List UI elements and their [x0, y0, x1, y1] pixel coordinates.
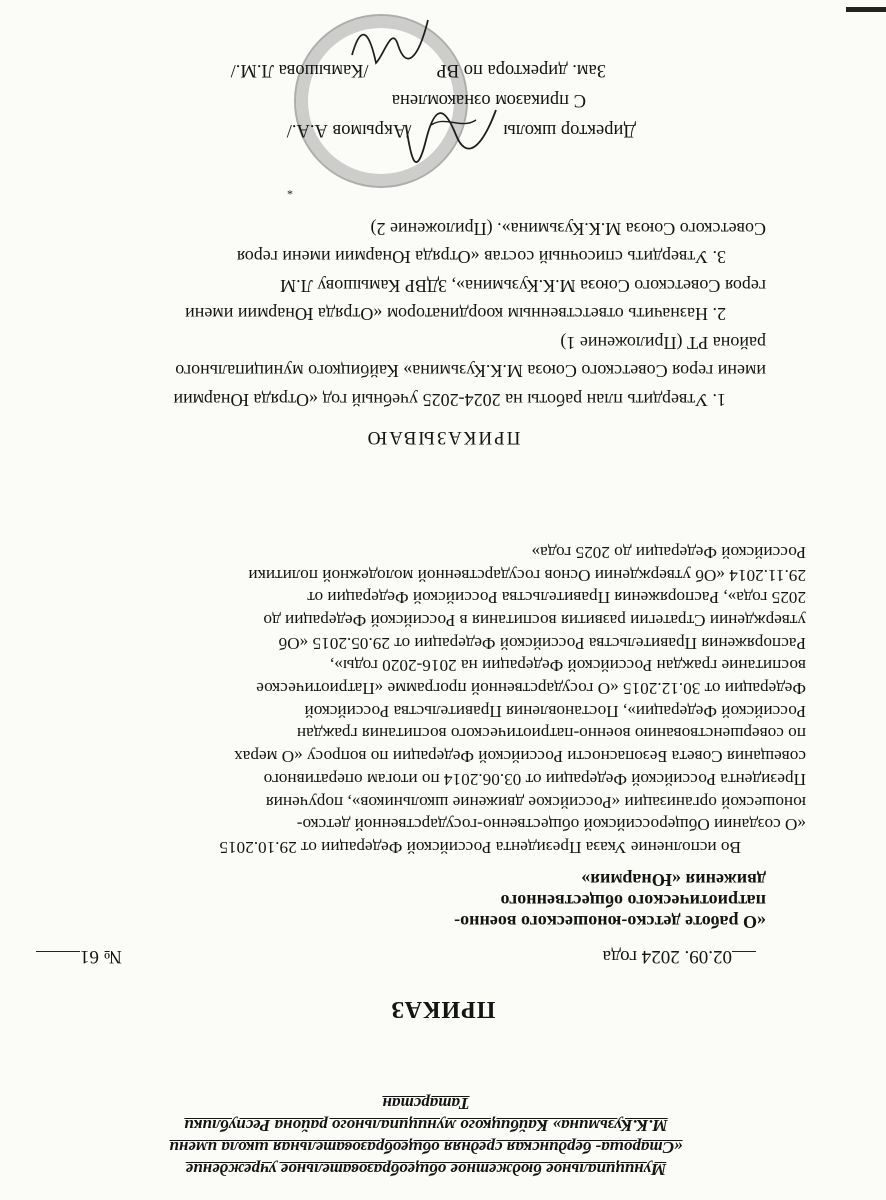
date-number-line: [36, 945, 756, 970]
header-line-3: М.К.Кузьмина» Кайбицкого муниципального района Республики: [184, 1116, 668, 1135]
number-field: [36, 945, 122, 970]
acknowledged-line: С приказом ознакомлена: [391, 90, 586, 110]
body-line: Российской Федерации», Постановления Правительства Российской: [304, 701, 806, 721]
item-1-line-3: района РТ (Приложение 1): [560, 333, 766, 353]
subject-line-1: «О работе детско-юношеского военно-: [454, 912, 766, 932]
body-line: Федерации от 30.12.2015 «О государственной программе «Патриотическое: [256, 679, 806, 699]
subject-line-2: патриотического общественного: [500, 891, 766, 911]
order-number: № 61: [80, 946, 122, 967]
item-2-line-1: 2. Назначить ответственным координатором «Отряда Юнармии имени: [185, 304, 726, 325]
body-line: воспитание граждан Российской Федерации на 2016-2020 годы»,: [330, 656, 806, 676]
body-line: совещания Совета Безопасности Российской Федерации по вопросу «О мерах: [234, 747, 806, 767]
deputy-title: Зам. директора по ВР: [436, 60, 606, 80]
item-3-line-1: 3. Утвердить списочный состав «Отряда Юнармии имени героя: [236, 247, 726, 268]
deputy-line: [136, 55, 636, 85]
item-2-line-2: героя Советского Союза М.К.Кузьмина», ЗДВР Камышову Л.М: [280, 276, 766, 296]
subject-line-3: движения «Юнармия»: [581, 870, 766, 890]
header-line-1: Муниципальное бюджетное общеобразовательное учреждение: [185, 1160, 667, 1179]
body-line: юношеской организации «Российское движение школьников», поручения: [265, 792, 806, 812]
deputy-name: /Камышова Л.М./: [230, 60, 369, 80]
item-1-line-2: имени героя Советского Союза М.К.Кузьмина» Кайбицкого муниципального: [175, 361, 766, 382]
body-line: 2025 года», Распоряжения Правительства Российской Федерации от: [307, 588, 806, 608]
corner-mark: [846, 7, 886, 12]
body-line: 29.11.2014 «Об утверждении Основ государственной молодежной политики: [248, 565, 806, 585]
document-title: ПРИКАЗ: [390, 996, 496, 1022]
body-line: Во исполнение Указа Президента Российской Федерации от 29.10.2015: [219, 838, 741, 857]
school-header: [116, 1092, 736, 1180]
body-line: Президента Российской Федерации от 03.06.2014 по итогам оперативного: [263, 769, 806, 789]
date-field: [603, 945, 756, 970]
preamble: [146, 540, 806, 858]
body-line: по совершенствованию военно-патриотического воспитания граждан: [296, 724, 806, 744]
item-1-line-1: 1. Утвердить план работы на 2024-2025 учебный год «Отряда Юнармии: [173, 390, 726, 410]
body-line: утверждении Стратегии развития воспитания в Российской Федерации до: [263, 610, 806, 630]
header-line-2: «Старошa- бердинская средняя общеобразовательная школа имени: [169, 1138, 683, 1157]
director-title: Директор школы: [503, 120, 636, 140]
director-name: /Акрымов А.А./: [286, 120, 412, 140]
order-items: [24, 215, 766, 415]
body-line: Распоряжения Правительства Российской Федерации от 29.05.2015 «Об: [278, 633, 806, 653]
order-date: 02.09. 2024 года: [602, 946, 732, 967]
order-heading: ПРИКАЗЫВАЮ: [365, 427, 521, 448]
item-3-line-2: Советского Союза М.К.Кузьмина». (Приложение 2): [370, 219, 766, 239]
signature-block: [136, 55, 636, 145]
director-line: [136, 115, 636, 145]
asterisk-mark: *: [287, 184, 293, 198]
header-line-4: Татарстан: [382, 1094, 470, 1113]
body-line: Российской Федерации до 2025 года»: [531, 542, 806, 562]
body-line: «О создании Общероссийской общественно-государственной детско-: [296, 815, 806, 835]
order-subject: [406, 869, 766, 932]
